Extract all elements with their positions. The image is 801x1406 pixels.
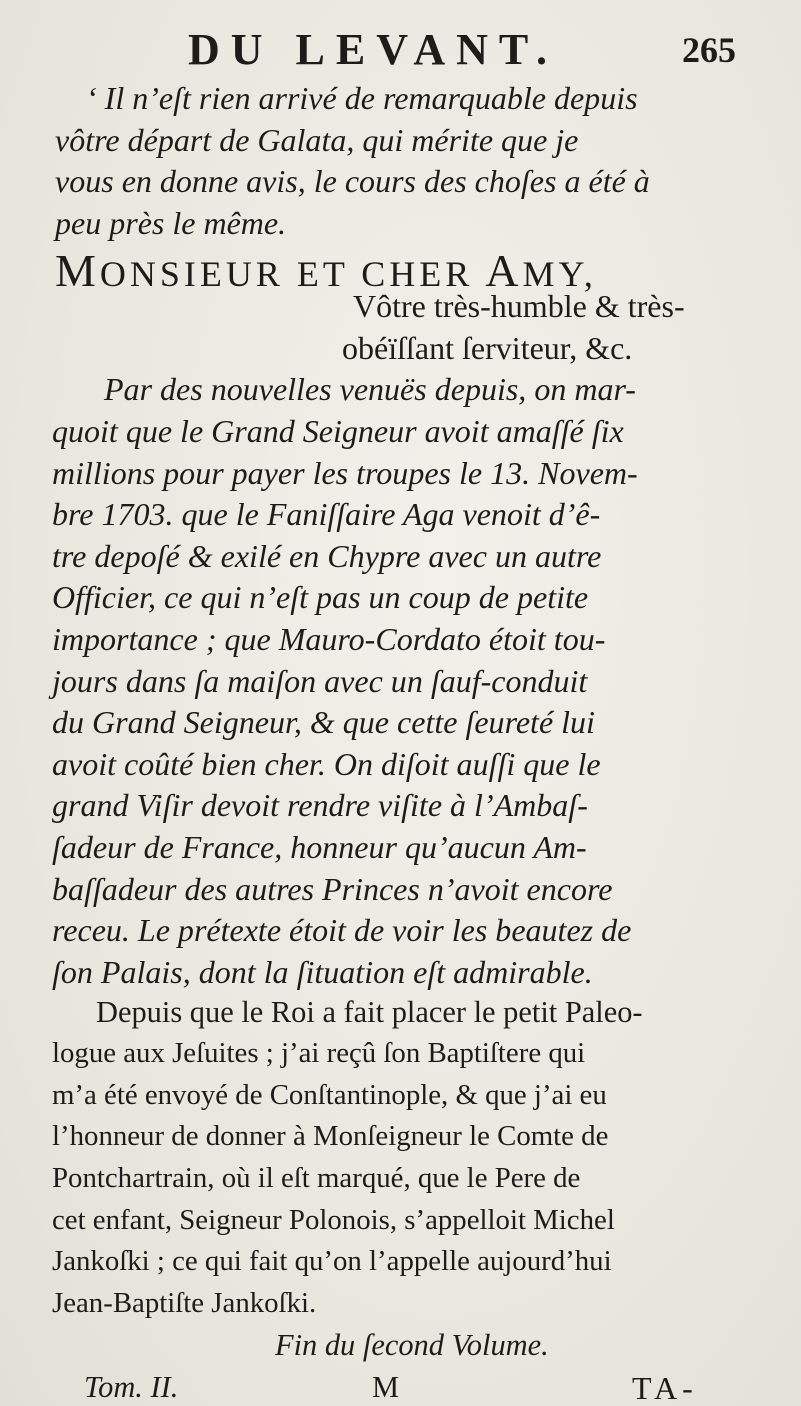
tome-label: Tom. II.	[84, 1370, 179, 1404]
salutation-text-2: MY,	[522, 254, 597, 295]
salutation-initial-2: A	[485, 245, 523, 297]
roman-line-8: Jean-Baptiſte Jankoſki.	[52, 1286, 317, 1319]
closing-line-2: obéïſſant ſerviteur, &c.	[342, 329, 633, 366]
roman-line-4: l’honneur de donner à Monſeigneur le Comte de	[52, 1120, 609, 1153]
roman-line-2: logue aux Jeſuites ; j’ai reçû ſon Baptiſtere qui	[52, 1037, 586, 1070]
letter-line-4: peu près le même.	[55, 204, 287, 241]
italic-line-1: Par des nouvelles venuës depuis, on mar-	[104, 371, 636, 408]
running-title: DU LEVANT.	[188, 25, 558, 74]
letter-line-2: vôtre départ de Galata, qui mérite que je	[55, 121, 579, 158]
roman-line-1: Depuis que le Roi a fait placer le petit Paleo-	[96, 995, 643, 1030]
italic-line-5: tre depoſé & exilé en Chypre avec un autre	[52, 537, 602, 574]
italic-line-12: ſadeur de France, honneur qu’aucun Am-	[52, 829, 587, 866]
closing-line-1: Vôtre très-humble & très-	[353, 288, 685, 325]
roman-line-7: Jankoſki ; ce qui fait qu’on l’appelle aujourd’hui	[52, 1245, 612, 1278]
volume-end: Fin du ſecond Volume.	[275, 1328, 549, 1363]
italic-line-3: millions pour payer les troupes le 13. Novem-	[52, 454, 638, 491]
page-number: 265	[682, 30, 736, 70]
roman-line-6: cet enfant, Seigneur Polonois, s’appelloit Michel	[52, 1203, 615, 1236]
italic-line-4: bre 1703. que le Faniſſaire Aga venoit d’ê-	[52, 496, 601, 533]
italic-line-6: Officier, ce qui n’eſt pas un coup de petite	[52, 579, 589, 616]
italic-line-14: receu. Le prétexte étoit de voir les beautez de	[52, 912, 632, 949]
roman-line-3: m’a été envoyé de Conſtantinople, & que j’ai eu	[52, 1078, 607, 1111]
catchword: TA-	[632, 1370, 698, 1406]
letter-line-1: ‘ Il n’eſt rien arrivé de remarquable depuis	[86, 80, 638, 116]
roman-line-5: Pontchartrain, où il eſt marqué, que le Pere de	[52, 1161, 581, 1194]
salutation-initial-1: M	[55, 245, 100, 297]
italic-line-11: grand Viſir devoit rendre viſite à l’Ambaſ-	[52, 787, 588, 824]
italic-line-9: du Grand Seigneur, & que cette ſeureté lui	[52, 704, 595, 741]
italic-line-8: jours dans ſa maiſon avec un ſauf-conduit	[52, 662, 588, 699]
salutation-text-1: ONSIEUR ET CHER	[99, 254, 474, 295]
italic-line-7: importance ; que Mauro-Cordato étoit tou-	[52, 620, 606, 657]
signature-mark: M	[372, 1370, 400, 1404]
italic-line-13: baſſadeur des autres Princes n’avoit encore	[52, 870, 613, 907]
italic-line-10: avoit coûté bien cher. On diſoit auſſi que le	[52, 745, 601, 782]
italic-line-15: ſon Palais, dont la ſituation eſt admirable.	[52, 953, 593, 990]
letter-line-3: vous en donne avis, le cours des choſes a été à	[55, 163, 650, 200]
italic-line-2: quoit que le Grand Seigneur avoit amaſſé ſix	[52, 412, 624, 449]
